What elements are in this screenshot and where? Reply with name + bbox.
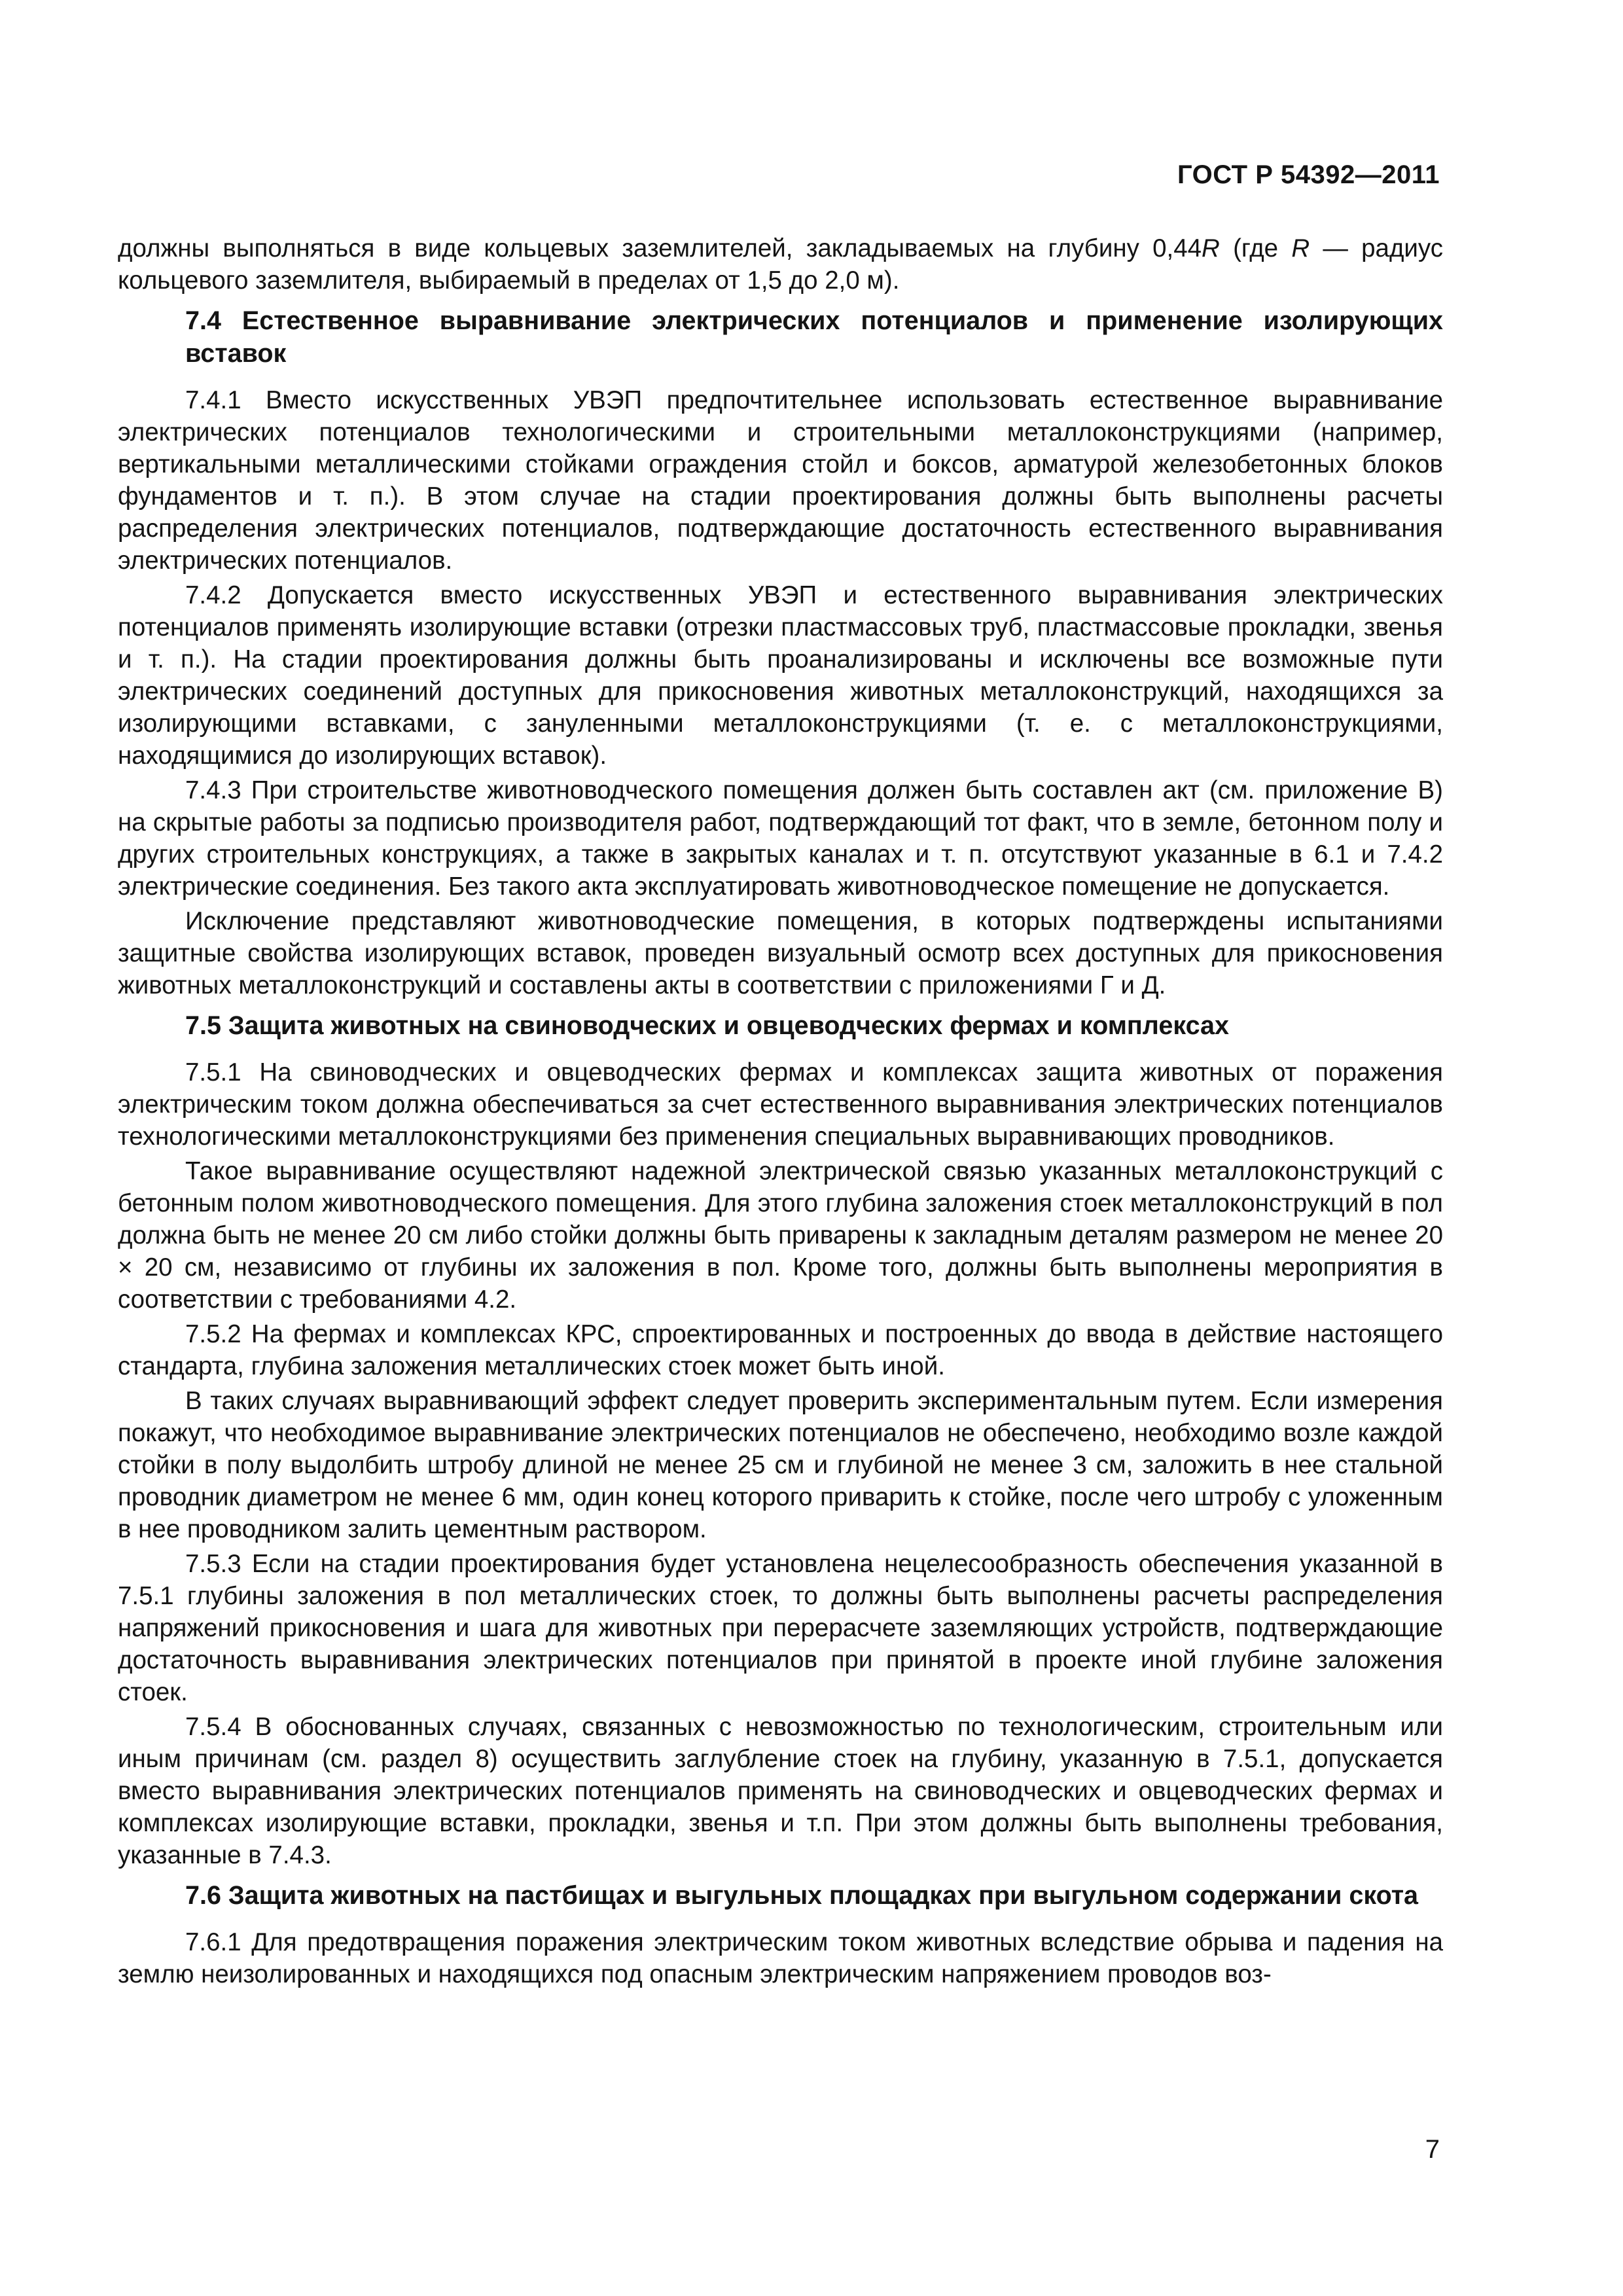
page-number: 7 bbox=[1425, 2135, 1440, 2164]
paragraph-7-5-1-equalization: Такое выравнивание осуществляют надежной электрической связью указанных металлоконструкций с бетонным полом животноводческого помещения. Для этого глубина заложения стоек металлоконструкций в пол должна быть не менее 20 см либо стойки должны быть приварены к закладным деталям размером не менее 20 × 20 см, независимо от глубины их заложения в пол. Кроме того, должны быть выполнены мероприятия в соответствии с требованиями 4.2. bbox=[118, 1157, 1443, 1314]
section-7-5-heading: 7.5 Защита животных на свиноводческих и овцеводческих фермах и комплексах bbox=[185, 1011, 1229, 1040]
paragraph-7-5-1: 7.5.1 На свиноводческих и овцеводческих фермах и комплексах защита животных от поражения электрическим током должна обеспечиваться за счет естественного выравнивания электрических потенциалов технологическими металлоконструкциями без применения специальных выравнивающих проводников. bbox=[118, 1058, 1443, 1151]
paragraph-7-5-2: 7.5.2 На фермах и комплексах КРС, спроектированных и построенных до ввода в действие настоящего стандарта, глубина заложения металлических стоек может быть иной. bbox=[118, 1320, 1443, 1380]
paragraph-7-5-4: 7.5.4 В обоснованных случаях, связанных с невозможностью по технологическим, строительным или иным причинам (см. раздел 8) осуществить заглубление стоек на глубину, указанную в 7.5.1, допускается вместо выравнивания электрических потенциалов применять на свиноводческих и овцеводческих фермах и комплексах изолирующие вставки, прокладки, звенья и т.п. При этом должны быть выполнены требования, указанные в 7.4.3. bbox=[118, 1713, 1443, 1869]
paragraph-7-4-3: 7.4.3 При строительстве животноводческого помещения должен быть составлен акт (см. приложение В) на скрытые работы за подписью производителя работ, подтверждающий тот факт, что в земле, бетонном полу и других строительных конструкциях, а также в закрытых каналах и т. п. отсутствуют указанные в 6.1 и 7.4.2 электрические соединения. Без такого акта эксплуатировать животноводческое помещение не допускается. bbox=[118, 776, 1443, 901]
intro-paragraph: должны выполняться в виде кольцевых заземлителей, закладываемых на глубину 0,44R (где R — радиус кольцевого заземлителя, выбираемый в пределах от 1,5 до 2,0 м). bbox=[118, 234, 1443, 295]
paragraph-7-6-1: 7.6.1 Для предотвращения поражения электрическим током животных вследствие обрыва и падения на землю неизолированных и находящихся под опасным электрическим напряжением проводов воз- bbox=[118, 1928, 1443, 1988]
document-code-header: ГОСТ Р 54392—2011 bbox=[1177, 160, 1440, 189]
paragraph-7-5-2-cases: В таких случаях выравнивающий эффект следует проверить экспериментальным путем. Если измерения покажут, что необходимое выравнивание электрических потенциалов не обеспечено, необходимо возле каждой стойки в полу выдолбить штробу длиной не менее 25 см и глубиной не менее 3 см, заложить в нее стальной проводник диаметром не менее 6 мм, один конец которого приварить к стойке, после чего штробу с уложенным в нее проводником залить цементным раствором. bbox=[118, 1387, 1443, 1543]
document-body bbox=[118, 232, 1443, 1993]
section-7-4-heading: 7.4 Естественное выравнивание электрических потенциалов и применение изолирующих вставок bbox=[185, 306, 1443, 368]
paragraph-7-5-3: 7.5.3 Если на стадии проектирования будет установлена нецелесообразность обеспечения указанной в 7.5.1 глубины заложения в пол металлических стоек, то должны быть выполнены расчеты распределения напряжений прикосновения и шага для животных при перерасчете заземляющих устройств, подтверждающие достаточность выравнивания электрических потенциалов при принятой в проекте иной глубине заложения стоек. bbox=[118, 1550, 1443, 1706]
paragraph-7-4-1: 7.4.1 Вместо искусственных УВЭП предпочтительнее использовать естественное выравнивание электрических потенциалов технологическими и строительными металлоконструкциями (например, вертикальными металлическими стойками ограждения стойл и боксов, арматурой железобетонных блоков фундаментов и т. п.). В этом случае на стадии проектирования должны быть выполнены расчеты распределения электрических потенциалов, подтверждающие достаточность естественного выравнивания электрических потенциалов. bbox=[118, 386, 1443, 575]
paragraph-7-4-2: 7.4.2 Допускается вместо искусственных УВЭП и естественного выравнивания электрических потенциалов применять изолирующие вставки (отрезки пластмассовых труб, пластмассовые прокладки, звенья и т. п.). На стадии проектирования должны быть проанализированы и исключены все возможные пути электрических соединений доступных для прикосновения животных металлоконструкций, находящихся за изолирующими вставками, с зануленными металлоконструкциями (т. е. с металлоконструкциями, находящимися до изолирующих вставок). bbox=[118, 581, 1443, 770]
section-7-6-heading: 7.6 Защита животных на пастбищах и выгульных площадках при выгульном содержании скота bbox=[185, 1881, 1419, 1910]
paragraph-7-4-exception: Исключение представляют животноводческие помещения, в которых подтверждены испытаниями защитные свойства изолирующих вставок, проведен визуальный осмотр всех доступных для прикосновения животных металлоконструкций и составлены акты в соответствии с приложениями Г и Д. bbox=[118, 907, 1443, 999]
